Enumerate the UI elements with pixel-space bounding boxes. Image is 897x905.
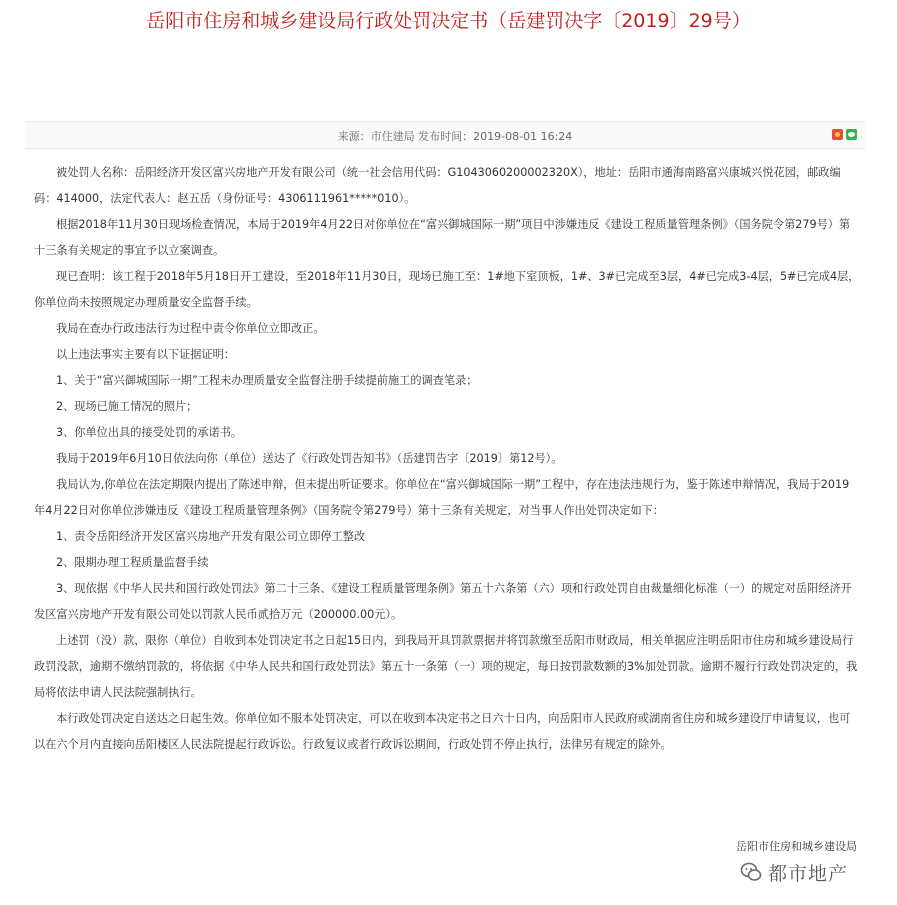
- paragraph: 根据2018年11月30日现场检查情况，本局于2019年4月22日对你单位在“富兴御城国际一期”项目中涉嫌违反《建设工程质量管理条例》（国务院令第279号）第十三条有关规定的事宜予以立案调查。: [34, 218, 851, 257]
- share-icons: [832, 129, 857, 140]
- paragraph: 2、现场已施工情况的照片；: [56, 400, 198, 413]
- paragraph: 2、限期办理工程质量监督手续: [56, 556, 209, 569]
- paragraph: 上述罚（没）款，限你（单位）自收到本处罚决定书之日起15日内，到我局开具罚款票据并将罚款缴至岳阳市财政局，相关单据应注明岳阳市住房和城乡建设局行政罚没款，逾期不缴纳罚款的，将依据《中华人民共和国行政处罚法》第五十一条第（一）项的规定，每日按罚款数额的3%加处罚款。逾期不履行行政处罚决定的，我局将依法申请人民法院强制执行。: [34, 634, 858, 699]
- paragraph: 我局认为,你单位在法定期限内提出了陈述申辩，但未提出听证要求。你单位在“富兴御城国际一期”工程中，存在违法违规行为，鉴于陈述申辩情况，我局于2019年4月22日对你单位涉嫌违反《建设工程质量管理条例》（国务院令第279号）第十三条有关规定，对当事人作出处罚决定如下：: [34, 478, 850, 517]
- wechat-share-icon[interactable]: [846, 129, 857, 140]
- source-and-date: 来源：市住建局 发布时间：2019-08-01 16:24: [337, 130, 573, 143]
- meta-bar: [25, 121, 865, 149]
- paragraph: 以上违法事实主要有以下证据证明：: [56, 348, 236, 361]
- paragraph: 3、现依据《中华人民共和国行政处罚法》第二十三条、《建设工程质量管理条例》第五十六条第（六）项和行政处罚自由裁量细化标准（一）的规定对岳阳经济开发区富兴房地产开发有限公司处以罚款人民币贰拾万元（200000.00元）。: [34, 582, 852, 621]
- issuer-name: 岳阳市住房和城乡建设局: [736, 840, 857, 853]
- paragraph: 我局在查办行政违法行为过程中责令你单位立即改正。: [56, 322, 325, 335]
- watermark-text: 都市地产: [768, 862, 849, 885]
- paragraph: 现已查明：该工程于2018年5月18日开工建设，至2018年11月30日，现场已施工至：1#地下室顶板，1#、3#已完成至3层，4#已完成3-4层，5#已完成4层，你单位尚未按照规定办理质量安全监督手续。: [34, 270, 860, 309]
- paragraph: 本行政处罚决定自送达之日起生效。你单位如不服本处罚决定，可以在收到本决定书之日六十日内，向岳阳市人民政府或湖南省住房和城乡建设厅申请复议，也可以在六个月内直接向岳阳楼区人民法院提起行政诉讼。行政复议或者行政诉讼期间，行政处罚不停止执行，法律另有规定的除外。: [34, 712, 851, 751]
- watermark: [740, 852, 880, 892]
- paragraph: 我局于2019年6月10日依法向你（单位）送达了《行政处罚告知书》（岳建罚告字〔2019〕第12号）。: [56, 452, 563, 465]
- wechat-logo-icon: [740, 861, 762, 883]
- paragraph: 1、关于“富兴御城国际一期”工程未办理质量安全监督注册手续提前施工的调查笔录；: [56, 374, 478, 387]
- article-body: [34, 160, 860, 758]
- paragraph: 3、你单位出具的接受处罚的承诺书。: [56, 426, 243, 439]
- paragraph: 被处罚人名称：岳阳经济开发区富兴房地产开发有限公司（统一社会信用代码：G1043060200002320X），地址：岳阳市通海南路富兴康城兴悦花园，邮政编码：414000，法定代表人：赵五岳（身份证号：4306111961*****010）。: [34, 166, 841, 205]
- page-title: 岳阳市住房和城乡建设局行政处罚决定书（岳建罚决字〔2019〕29号）: [146, 10, 751, 32]
- weibo-share-icon[interactable]: [832, 129, 843, 140]
- paragraph: 1、责令岳阳经济开发区富兴房地产开发有限公司立即停工整改: [56, 530, 366, 543]
